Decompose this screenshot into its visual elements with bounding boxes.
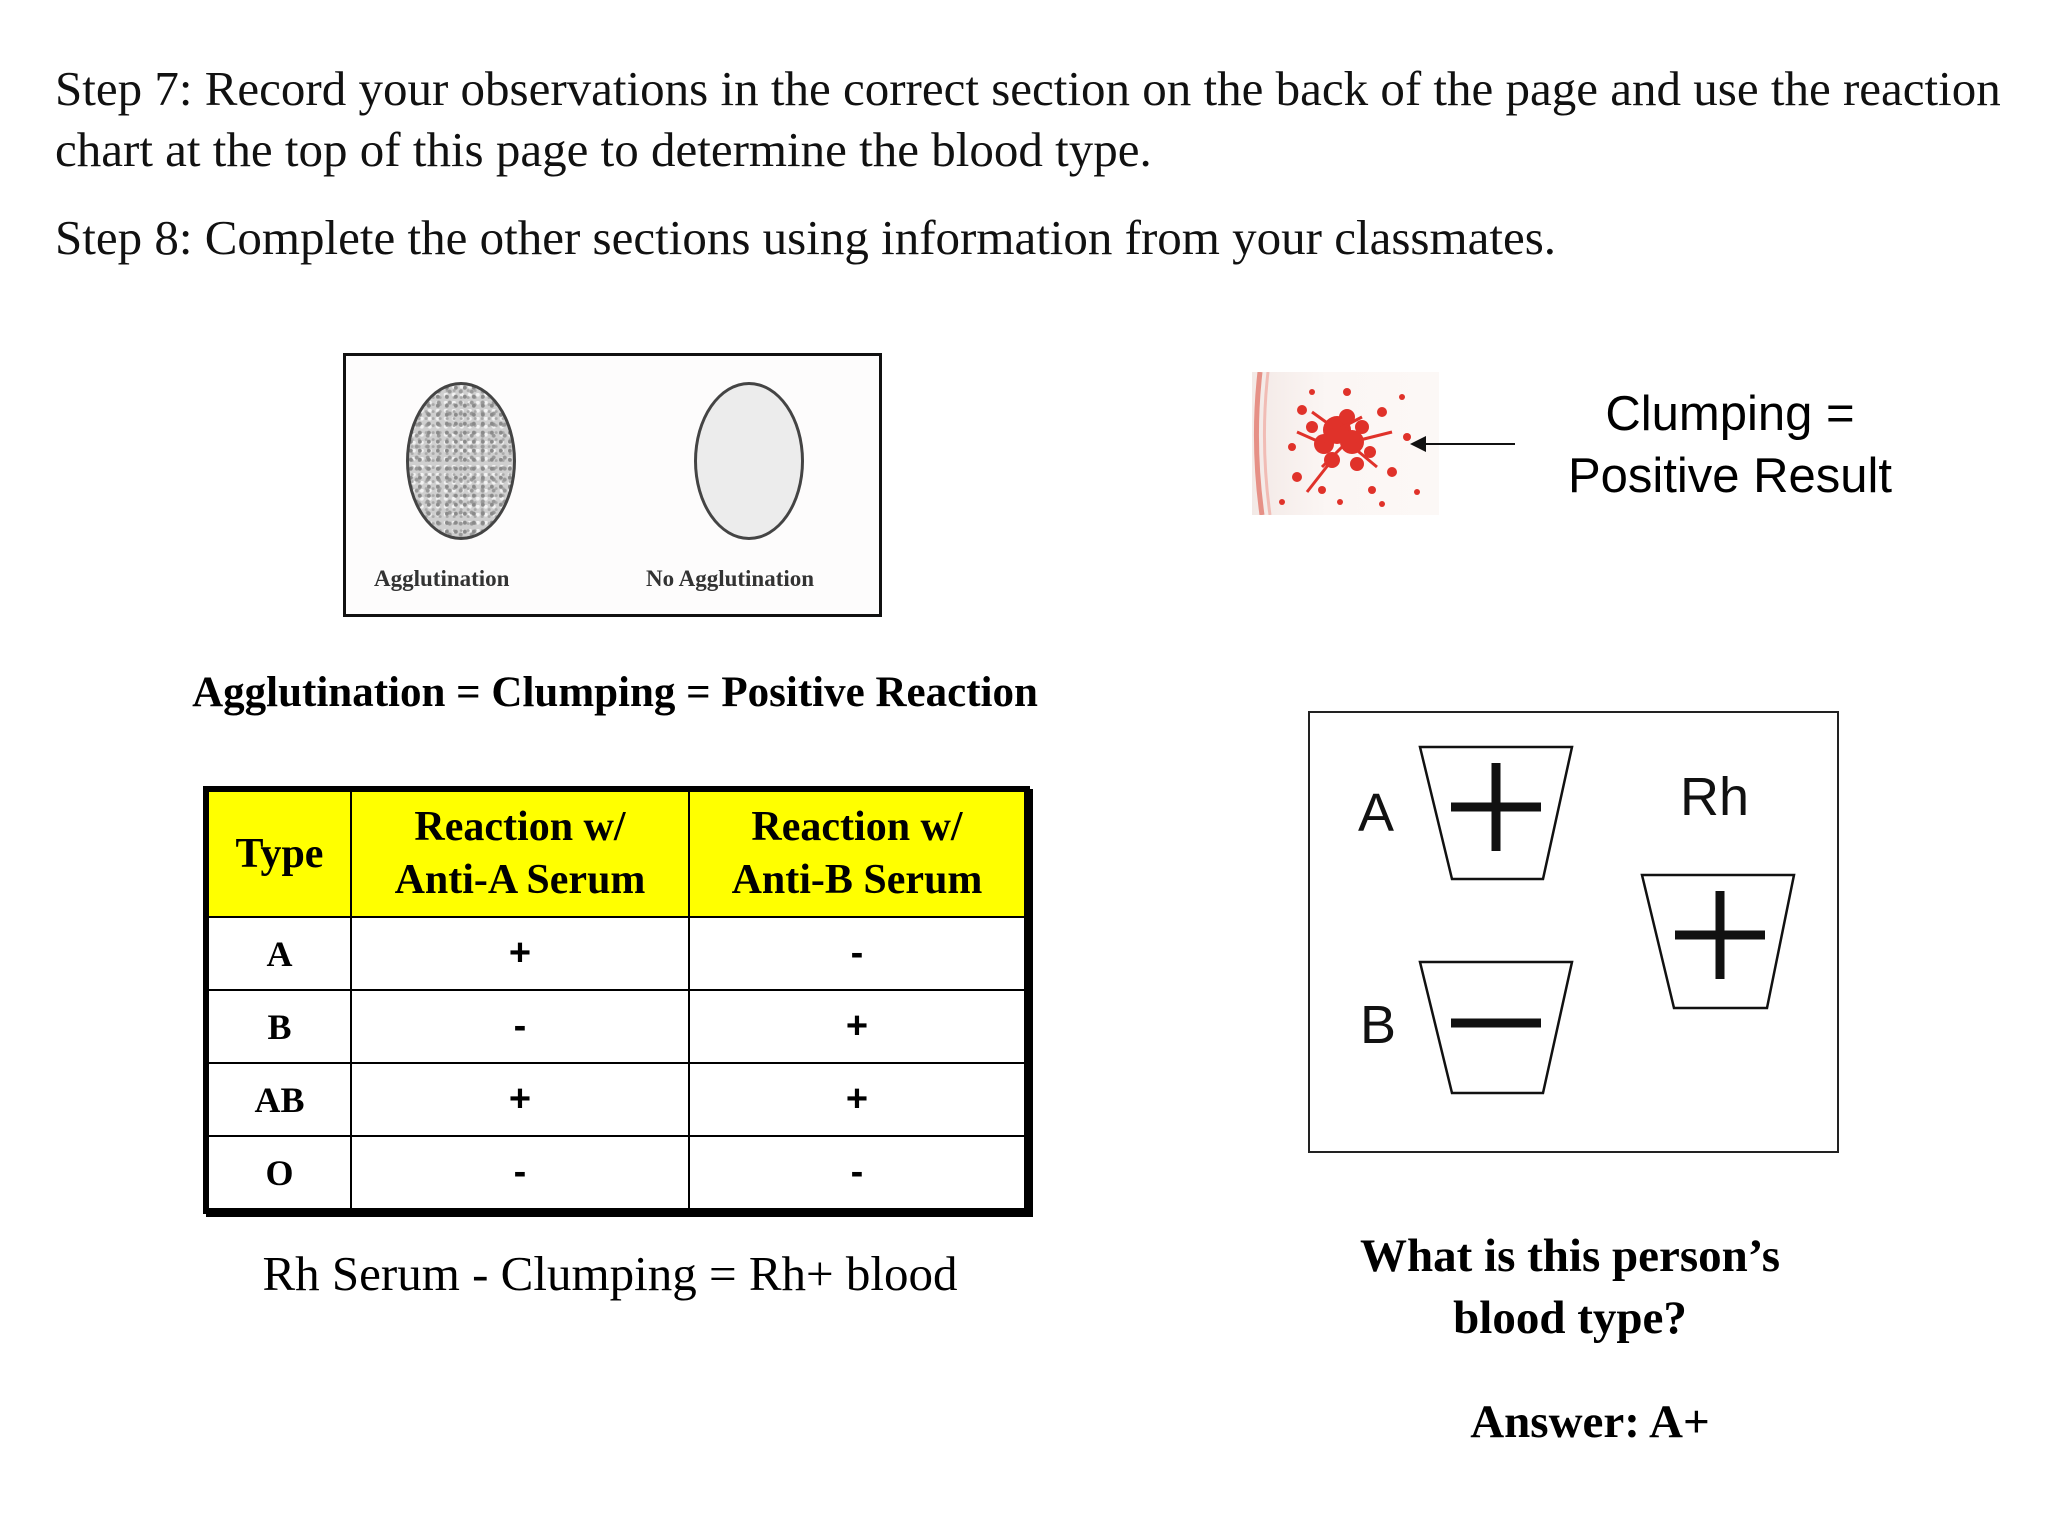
arrow-left-icon [1410, 436, 1426, 452]
agglutination-diagram [343, 353, 882, 617]
type-cell: O [206, 1136, 351, 1211]
blood-type-question [1290, 1225, 1850, 1349]
clumping-label-line1: Clumping = [1605, 387, 1855, 441]
anti-b-cell: + [689, 990, 1027, 1063]
blood-test-card [1308, 711, 1839, 1153]
agglutination-equation: Agglutination = Clumping = Positive Reaction [192, 669, 1038, 716]
card-label-rh: Rh [1680, 767, 1750, 827]
type-cell: B [206, 990, 351, 1063]
no-agglutination-oval [694, 382, 804, 540]
header-type: Type [206, 789, 351, 917]
anti-a-cell: + [351, 1063, 689, 1136]
clumping-label-line2: Positive Result [1567, 449, 1893, 503]
question-line1: What is this person’s [1359, 1230, 1781, 1282]
answer-text: Answer: A+ [1470, 1396, 1710, 1448]
rh-equation: Rh Serum - Clumping = Rh+ blood [262, 1246, 958, 1301]
clumping-label [1530, 383, 1930, 507]
arrow-line [1420, 443, 1515, 445]
table-row [206, 917, 1027, 990]
step-8-instruction: Step 8: Complete the other sections using information from your classmates. [55, 210, 1557, 265]
table-row [206, 1136, 1027, 1211]
agglutination-label: Agglutination [374, 566, 510, 591]
anti-a-cell: + [351, 917, 689, 990]
card-label-b: B [1360, 995, 1397, 1055]
blood-test-card-drawing [1310, 713, 1841, 1155]
agglutination-oval [406, 382, 516, 540]
header-anti-b: Reaction w/ Anti-B Serum [689, 789, 1027, 917]
type-cell: A [206, 917, 351, 990]
anti-b-cell: - [689, 917, 1027, 990]
anti-a-cell: - [351, 990, 689, 1063]
table-header-row [206, 789, 1027, 917]
card-label-a: A [1358, 783, 1395, 843]
anti-b-cell: + [689, 1063, 1027, 1136]
anti-a-cell: - [351, 1136, 689, 1211]
reaction-table [203, 786, 1030, 1214]
step-7-instruction: Step 7: Record your observations in the correct section on the back of the page and use the reaction chart at the top of this page to determine the blood type. [55, 61, 2001, 177]
type-cell: AB [206, 1063, 351, 1136]
header-anti-a: Reaction w/ Anti-A Serum [351, 789, 689, 917]
no-agglutination-label: No Agglutination [646, 566, 815, 591]
table-row [206, 990, 1027, 1063]
anti-b-cell: - [689, 1136, 1027, 1211]
table-row [206, 1063, 1027, 1136]
question-line2: blood type? [1453, 1292, 1687, 1344]
